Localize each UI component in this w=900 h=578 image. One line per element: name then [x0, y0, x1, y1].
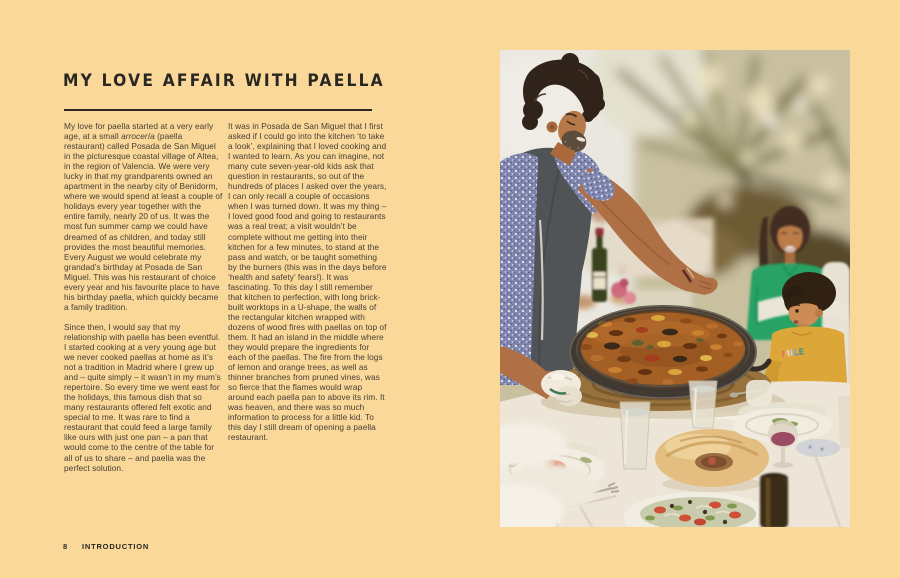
section-label: INTRODUCTION [81, 542, 150, 551]
paragraph [64, 121, 224, 312]
boy-tshirt-text: MILE [781, 347, 806, 360]
paragraph: Since then, I would say that my relationship with paella has been eventful. I started cooking at a very young age but we never cooked paellas at home as it’s not a tradition in Madrid where I grew up and – quite simply – it wasn’t in my mum’s repertoire. So every time we went east for the holidays, this famous dish that so many restaurants offered felt exotic and special to me. It was rare to find a restaurant that could feed a large family like ours with just one pan – a pan that would come to the centre of the table for all of us to share – and paella was the perfect solution. [64, 321, 221, 473]
italic-term: arrocería [121, 131, 155, 142]
warm-overlay [500, 50, 850, 527]
page-title: MY LOVE AFFAIR WITH PAELLA [63, 71, 385, 91]
text-column-2 [228, 121, 388, 443]
photo-family-paella-lunch [500, 50, 850, 527]
paragraph: It was in Posada de San Miguel that I first asked if I could go into the kitchen ‘to take a look’, explaining that I loved cooking and I wanted to learn. As you can imagine, not many cute seven-year-old kids ask that question in restaurants, so out of the hundreds of places I asked over the years, I can only recall a couple of occasions when I was turned down. It was my thing – I loved good food and going to restaurants was a real treat; a visit wouldn’t be complete without me getting into their kitchen for a few minutes, to stand at the pass and watch, or be taught something by the burners (this was in the days before ‘health and safety’ fears!). It was fascinating. To this day I still remember that kitchen to perfection, with long brick-built worktops in a U-shape, the walls of the rectangular kitchen wrapped with dozens of wood fires with paellas on top of them. It had an island in the middle where they would prepare the ingredients for each of the paellas. The fire from the logs of lemon and orange trees, as well as thinner branches from pruned vines, was so fierce that the flames would wrap around each paella pan to above its rim. It was heaven, and there was so much information to process for a little kid. To this day I still dream of opening a paella restaurant. [228, 121, 387, 443]
paella-photo-illustration [500, 50, 850, 527]
paragraph-text: My love for paella started at a very early age, at a small [64, 121, 214, 142]
page-number: 8 [63, 542, 68, 551]
page-footer [63, 542, 149, 551]
paragraph-text: (paella restaurant) called Posada de San Miguel in the picturesque coastal village of Altea, in the region of Valencia. We were very lucky in that my grandparents owned an apartment in the nearby city of Benidorm, where we would spend at least a couple of holidays every year together with the entire family, nearly 20 of us. It was the most fun summer camp we could have dreamed of as children, and today still provides the most beautiful memories. Every August we would celebrate my grandad’s birthday at Posada de San Miguel. This was his restaurant of choice every year and his favourite place to have his birthday paella, which quickly became a family tradition. [64, 131, 223, 312]
heading-rule [64, 109, 372, 111]
text-column-1 [64, 121, 224, 473]
